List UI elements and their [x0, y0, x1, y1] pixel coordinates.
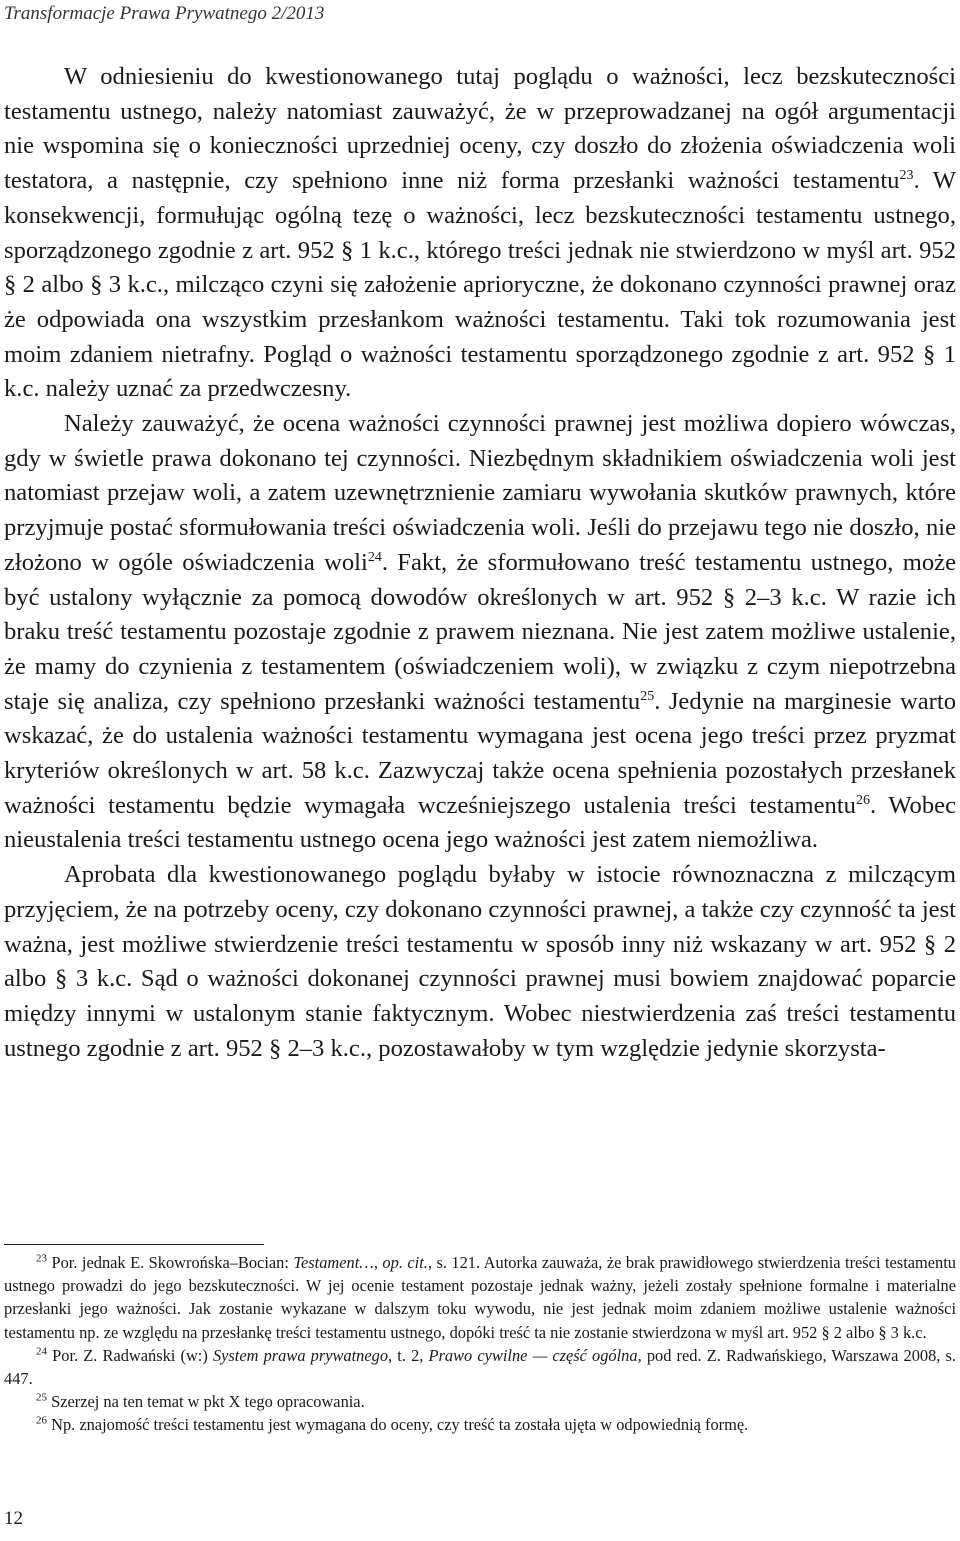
- main-text: [4, 60, 956, 1066]
- footnote-23: $^{23}$ Por. jednak E. Skowrońska–Bocian: Testament…, op. cit., s. 121. Autorka zauważa, że brak prawidłowego stwierdzenia treści testamentu ustnego prowadzi do jego bezskuteczności. W jej ocenie testament pozostaje jednak ważny, jeżeli zostały spełnione formalne i materialne przesłanki jego ważności. Jak zostanie wykazane w dalszym toku wywodu, nie jest jednak moim zdaniem możliwe ustalenie ważności testamentu np. ze względu na przesłankę treści testamentu ustnego, dopóki treść ta nie zostanie stwierdzona w myśl art. 952 § 2 albo § 3 k.c.: [4, 1252, 956, 1342]
- footnote-number: 24: [36, 1345, 47, 1358]
- page-number: 12: [4, 1508, 23, 1529]
- footnote-25: $^{25}$ Szerzej na ten temat w pkt X tego opracowania.: [36, 1391, 365, 1412]
- paragraph-1: W odniesieniu do kwestionowanego tutaj poglądu o ważności, lecz bezskuteczności testamentu ustnego, należy natomiast zauważyć, że w przeprowadzanej na ogół argumentacji nie wspomina się o konieczności uprzedniej oceny, czy doszło do złożenia oświadczenia woli testatora, a następnie, czy spełniono inne niż forma przesłanki ważności testamentu$^{23}$. W konsekwencji, formułując ogólną tezę o ważności, lecz bezskuteczności testamentu ustnego, sporządzonego zgodnie z art. 952 § 1 k.c., którego treści jednak nie stwierdzono w myśl art. 952 § 2 albo § 3 k.c., milcząco czyni się założenie aprioryczne, że dokonano czynności prawnej oraz że odpowiada ona wszystkim przesłankom ważności testamentu. Taki tok rozumowania jest moim zdaniem nietrafny. Pogląd o ważności testamentu sporządzonego zgodnie z art. 952 § 1 k.c. należy uznać za przedwczesny.: [4, 63, 956, 403]
- footnote-ref-24[interactable]: 24: [367, 549, 382, 565]
- footnote-number: 23: [36, 1252, 47, 1265]
- footnote-ref-25[interactable]: 25: [640, 688, 655, 704]
- footnote-divider: [4, 1244, 264, 1245]
- footnotes: [4, 1251, 956, 1437]
- footnote-24: $^{24}$ Por. Z. Radwański (w:) System prawa prywatnego, t. 2, Prawo cywilne — część ogólna, pod red. Z. Radwańskiego, Warszawa 2008, s. 447.: [4, 1345, 956, 1389]
- paragraph-2: Należy zauważyć, że ocena ważności czynności prawnej jest możliwa dopiero wówczas, gdy w świetle prawa dokonano tej czynności. Niezbędnym składnikiem oświadczenia woli jest natomiast przejaw woli, a zatem uzewnętrznienie zamiaru wywołania skutków prawnych, które przyjmuje postać sformułowania treści oświadczenia woli. Jeśli do przejawu tego nie doszło, nie złożono w ogóle oświadczenia woli$^{24}$. Fakt, że sformułowano treść testamentu ustnego, może być ustalony wyłącznie za pomocą dowodów określonych w art. 952 § 2–3 k.c. W razie ich braku treść testamentu pozostaje zgodnie z prawem nieznana. Nie jest zatem możliwe ustalenie, że mamy do czynienia z testamentem (oświadczeniem woli), w związku z czym niepotrzebna staje się analiza, czy spełniono przesłanki ważności testamentu$^{25}$. Jedynie na marginesie warto wskazać, że do ustalenia ważności testamentu wymagana jest ocena jego treści przez pryzmat kryteriów określonych w art. 58 k.c. Zazwyczaj także ocena spełnienia pozostałych przesłanek ważności testamentu będzie wymagała wcześniejszego ustalenia treści testamentu$^{26}$. Wobec nieustalenia treści testamentu ustnego ocena jego ważności jest zatem niemożliwa.: [4, 410, 956, 854]
- footnote-ref-23[interactable]: 23: [899, 167, 914, 183]
- footnote-number: 26: [36, 1414, 47, 1427]
- paragraph-3: Aprobata dla kwestionowanego poglądu byłaby w istocie równoznaczna z milczącym przyjęciem, że na potrzeby oceny, czy dokonano czynności prawnej, a także czy czynność ta jest ważna, jest możliwe stwierdzenie treści testamentu w sposób inny niż wskazany w art. 952 § 2 albo § 3 k.c. Sąd o ważności dokonanej czynności prawnej musi bowiem znajdować poparcie między innymi w ustalonym stanie faktycznym. Wobec niestwierdzenia zaś treści testamentu ustnego zgodnie z art. 952 § 2–3 k.c., pozostawałoby w tym względzie jedynie skorzysta-: [4, 861, 956, 1062]
- footnote-26: $^{26}$ Np. znajomość treści testamentu jest wymagana do oceny, czy treść ta została ujęta w odpowiednią formę.: [36, 1414, 749, 1435]
- footnote-ref-26[interactable]: 26: [855, 792, 870, 808]
- footnote-number: 25: [36, 1391, 47, 1404]
- running-header: Transformacje Prawa Prywatnego 2/2013: [4, 3, 325, 24]
